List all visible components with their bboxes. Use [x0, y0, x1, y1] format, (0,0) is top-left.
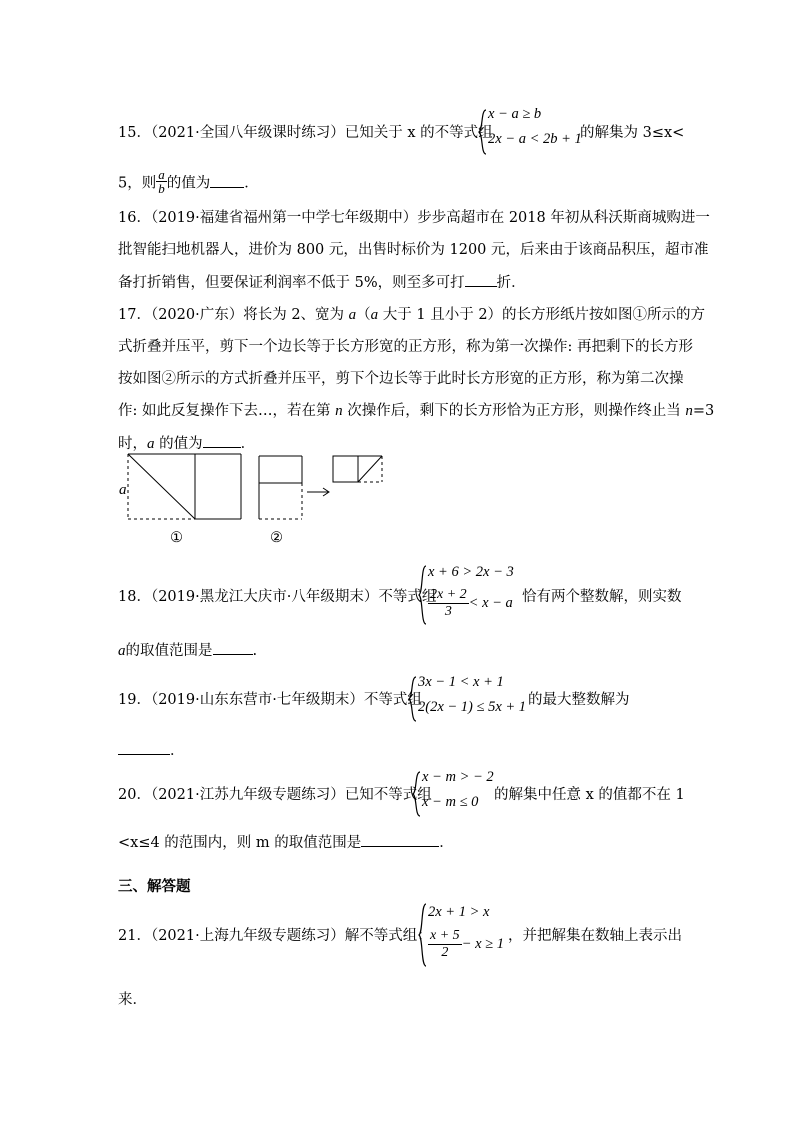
p20-answer-blank[interactable]: [361, 832, 439, 847]
p19-answer-blank[interactable]: [118, 740, 170, 755]
p20-brace: [412, 771, 422, 817]
p15-line1: 15．（2021·全国八年级课时练习）已知关于 x 的不等式组: [118, 125, 493, 141]
p21-brace: [418, 903, 428, 967]
p15-fraction: $\frac{a}{b}$: [158, 167, 165, 196]
p21-line2: 来．: [118, 992, 147, 1008]
p16-line3: [118, 272, 526, 293]
p18-eq2: $\frac{2x + 2}{3}$ < x − a: [430, 587, 513, 619]
p19-eq1: 3x − 1 < x + 1: [418, 674, 504, 690]
p17-figure-1-caption: ①: [170, 530, 183, 546]
p17-figure-label-a: a: [119, 482, 127, 498]
p19-line2: ．: [118, 740, 185, 761]
p18-line2: a的取值范围是 .: [118, 640, 257, 661]
p17-figure-1: [125, 453, 245, 523]
p15-brace: [478, 109, 488, 155]
p16-line3-text: 备打折销售，但要保证利润率不低于 5%，则至多可打: [118, 275, 465, 291]
p17-line2: 式折叠并压平，剪下一个边长等于长方形宽的正方形，称为第一次操作: 再把剩下的长方形: [118, 339, 693, 355]
p17-line5: 时，a 的值为 ．: [118, 433, 255, 454]
p18-brace: [418, 565, 428, 625]
p20-eq2: x − m ≤ 0: [422, 794, 479, 810]
p19-prefix: 19．（2019·山东东营市·七年级期末）不等式组: [118, 692, 422, 708]
p18-prefix: 18．（2019·黑龙江大庆市·八年级期末）不等式组: [118, 589, 437, 605]
p15-line2: [118, 167, 259, 197]
p20-eq1: x − m > − 2: [422, 769, 494, 785]
p17-line1: 17．（2020·广东）将长为 2、宽为 a（a 大于 1 且小于 2）的长方形纸片按如图①所示的方: [118, 307, 706, 323]
p15-after: 的解集为 3≤x<: [580, 125, 685, 141]
p21-after: ，并把解集在数轴上表示出: [508, 928, 682, 944]
p15-line2-start: 5，则: [118, 175, 157, 192]
p15-answer-blank[interactable]: [210, 173, 244, 188]
p17-line3: 按如图②所示的方式折叠并压平，剪下个边长等于此时长方形宽的正方形，称为第二次操: [118, 371, 684, 387]
section-heading: 三、解答题: [118, 878, 191, 895]
p21-prefix: 21．（2021·上海九年级专题练习）解不等式组：: [118, 928, 432, 944]
p16-line3-end: 折．: [496, 275, 526, 291]
p18-after: 恰有两个整数解，则实数: [522, 589, 682, 605]
p16-line2: 批智能扫地机器人，进价为 800 元，出售时标价为 1200 元，后来由于该商品积压，超市准: [118, 242, 709, 258]
p15-end: ．: [244, 175, 259, 192]
p17-answer-blank[interactable]: [203, 433, 241, 448]
p16-line1: 16．（2019·福建省福州第一中学七年级期中）步步高超市在 2018 年初从科沃斯商城购进一: [118, 210, 710, 226]
p17-figure-2: [256, 453, 306, 523]
p21-eq1: 2x + 1 > x: [428, 904, 490, 920]
p20-prefix: 20．（2021·江苏九年级专题练习）已知不等式组: [118, 787, 432, 803]
p16-answer-blank[interactable]: [465, 272, 497, 287]
p20-after: 的解集中任意 x 的值都不在 1: [494, 787, 685, 803]
p17-figure-3: [332, 455, 387, 485]
p17-figure-2-caption: ②: [270, 530, 283, 546]
p19-after: 的最大整数解为: [528, 692, 630, 708]
p18-answer-blank[interactable]: [213, 640, 253, 655]
p18-eq1: x + 6 > 2x − 3: [428, 564, 514, 580]
p19-brace: [408, 676, 418, 722]
p15-line2-end: 的值为: [166, 175, 211, 192]
p15-eq2: 2x − a < 2b + 1: [488, 131, 582, 147]
p19-eq2: 2(2x − 1) ≤ 5x + 1: [418, 699, 527, 715]
p15-eq1: x − a ≥ b: [488, 106, 542, 122]
arrow-right-icon: [306, 487, 332, 497]
p20-line2: <x≤4 的范围内，则 m 的取值范围是 ．: [118, 832, 454, 853]
p17-line4: 作: 如此反复操作下去…，若在第 n 次操作后，剩下的长方形恰为正方形，则操作终止当 n=3: [118, 403, 715, 419]
p21-eq2: $\frac{x + 5}{2}$ − x ≥ 1: [430, 928, 504, 960]
